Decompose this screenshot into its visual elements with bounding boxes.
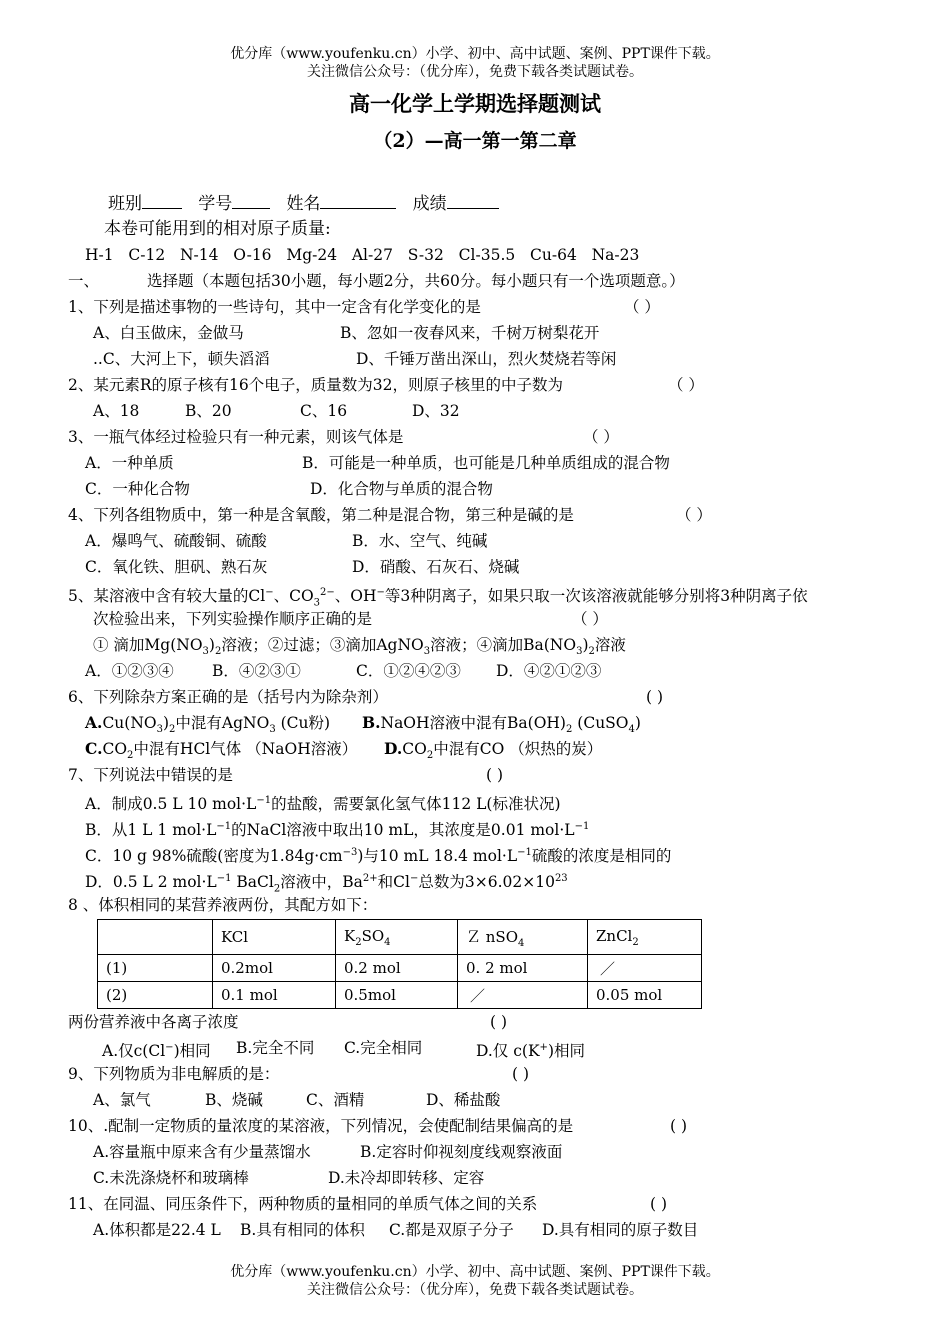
q1-option-b: B、忽如一夜春风来，千树万树梨花开 bbox=[340, 324, 600, 342]
q2-option-d: D、32 bbox=[412, 402, 460, 420]
id-label: 学号 bbox=[198, 194, 233, 214]
q11-option-c: C.都是双原子分子 bbox=[389, 1221, 514, 1239]
table-header-cell bbox=[98, 920, 213, 955]
q6-option-c: $C.CO_2$中混有HCl气体 （NaOH溶液） bbox=[85, 739, 358, 762]
q2-stem: 2、某元素R的原子核有16个电子，质量数为32，则原子核里的中子数为 bbox=[68, 376, 563, 394]
masses-intro: 本卷可能用到的相对原子质量: bbox=[104, 219, 331, 239]
q8-after-table: 两份营养液中各离子浓度 bbox=[68, 1013, 239, 1031]
q10-option-c: C.未洗涤烧杯和玻璃棒 bbox=[93, 1169, 249, 1187]
class-label: 班别 bbox=[108, 194, 142, 214]
table-cell: 0. 2 mol bbox=[458, 955, 588, 982]
table-cell: 0.5mol bbox=[336, 982, 458, 1009]
q7-stem: 7、下列说法中错误的是 bbox=[68, 766, 233, 784]
q1-option-d: D、千锤万凿出深山，烈火焚烧若等闲 bbox=[356, 350, 617, 368]
q8-answer-paren[interactable]: ( ) bbox=[490, 1013, 508, 1031]
q1-answer-paren[interactable]: （ ） bbox=[624, 298, 660, 316]
q4-option-c: C．氧化铁、胆矾、熟石灰 bbox=[85, 558, 268, 576]
table-header-cell: Ｚ nSO$_4$ bbox=[458, 920, 588, 955]
table-cell: ／ bbox=[458, 982, 588, 1009]
footer-line-1: 优分库（www.youfenku.cn）小学、初中、高中试题、案例、PPT课件下载。 bbox=[230, 1264, 720, 1280]
q5-option-b: B．④②③① bbox=[212, 662, 301, 680]
q9-option-a: A、氯气 bbox=[93, 1091, 151, 1109]
score-blank[interactable] bbox=[447, 192, 499, 209]
q9-option-b: B、烧碱 bbox=[205, 1091, 263, 1109]
name-blank[interactable] bbox=[320, 192, 396, 209]
q6-option-b: B.NaOH溶液中混有$Ba(OH)_2$ (CuSO$_4$) bbox=[362, 713, 641, 736]
q11-option-a: A.体积都是22.4 L bbox=[93, 1221, 221, 1239]
table-cell: 0.1 mol bbox=[213, 982, 336, 1009]
table-cell: 0.2 mol bbox=[336, 955, 458, 982]
table-cell: 0.05 mol bbox=[588, 982, 702, 1009]
q4-answer-paren[interactable]: （ ） bbox=[676, 506, 712, 524]
q11-option-d: D.具有相同的原子数目 bbox=[542, 1221, 699, 1239]
q5-option-c: C．①②④②③ bbox=[356, 662, 461, 680]
section-heading bbox=[68, 270, 685, 292]
header-line-2: 关注微信公众号：（优分库），免费下载各类试题试卷。 bbox=[307, 64, 643, 80]
class-blank[interactable] bbox=[142, 192, 182, 209]
q8-option-c: C.完全相同 bbox=[344, 1039, 423, 1057]
q2-option-a: A、18 bbox=[93, 402, 140, 420]
q4-option-d: D．硝酸、石灰石、烧碱 bbox=[352, 558, 520, 576]
table-header-cell: KCl bbox=[213, 920, 336, 955]
table-cell: ／ bbox=[588, 955, 702, 982]
q6-stem: 6、下列除杂方案正确的是（括号内为除杂剂） bbox=[68, 688, 388, 706]
q3-option-d: D．化合物与单质的混合物 bbox=[310, 480, 493, 498]
q9-option-d: D、稀盐酸 bbox=[426, 1091, 501, 1109]
q10-option-d: D.未冷却即转移、定容 bbox=[328, 1169, 485, 1187]
q10-option-a: A.容量瓶中原来含有少量蒸馏水 bbox=[93, 1143, 311, 1161]
q11-stem: 11、在同温、同压条件下，两种物质的量相同的单质气体之间的关系 bbox=[68, 1195, 538, 1213]
name-label: 姓名 bbox=[286, 194, 321, 214]
section-number: 一、 bbox=[68, 272, 100, 290]
q5-answer-paren[interactable]: （ ） bbox=[572, 610, 608, 628]
q3-option-c: C．一种化合物 bbox=[85, 480, 190, 498]
q6-answer-paren[interactable]: ( ) bbox=[646, 688, 664, 706]
q7-option-a: A．制成0.5 L 10 $mol\cdot L^{-1}$的盐酸，需要氯化氢气体112 L(标准状况) bbox=[85, 795, 561, 814]
q9-option-c: C、酒精 bbox=[306, 1091, 365, 1109]
q10-answer-paren[interactable]: ( ) bbox=[670, 1117, 688, 1135]
q7-answer-paren[interactable]: ( ) bbox=[486, 766, 504, 784]
q2-option-b: B、20 bbox=[185, 402, 232, 420]
score-label: 成绩 bbox=[412, 194, 447, 214]
q10-option-b: B.定容时仰视刻度线观察液面 bbox=[360, 1143, 563, 1161]
header-line-1: 优分库（www.youfenku.cn）小学、初中、高中试题、案例、PPT课件下载。 bbox=[230, 46, 720, 62]
q1-option-a: A、白玉做床，金做马 bbox=[93, 324, 244, 342]
page-title: 高一化学上学期选择题测试 bbox=[349, 91, 601, 116]
q6-option-a: $A.Cu(NO_3)_2$中混有AgNO$_3$ (Cu粉) bbox=[85, 713, 331, 736]
q9-stem: 9、下列物质为非电解质的是： bbox=[68, 1065, 280, 1083]
table-header-row bbox=[98, 920, 702, 955]
q2-option-c: C、16 bbox=[300, 402, 348, 420]
q2-answer-paren[interactable]: （ ） bbox=[668, 376, 704, 394]
q8-stem: 8 、体积相同的某营养液两份，其配方如下： bbox=[68, 896, 378, 914]
table-header-cell: ZnCl$_2$ bbox=[588, 920, 702, 955]
q10-stem: 10、.配制一定物质的量浓度的某溶液，下列情况，会使配制结果偏高的是 bbox=[68, 1117, 574, 1135]
q8-option-d: D.仅 c(K+)相同 bbox=[476, 1042, 585, 1061]
q5-stem: 5、某溶液中含有较大量的Cl−、$CO_3^{2-}$、OH−等3种阴离子，如果只取一次该溶液就能够分别将3种阴离子依 bbox=[68, 587, 808, 609]
q6-option-d: $D.CO_2$中混有CO （炽热的炭） bbox=[384, 739, 603, 762]
id-blank[interactable] bbox=[232, 192, 270, 209]
q5-option-a: A．①②③④ bbox=[85, 662, 174, 680]
nutrient-table bbox=[97, 919, 702, 1009]
q11-answer-paren[interactable]: ( ) bbox=[650, 1195, 668, 1213]
q3-stem: 3、一瓶气体经过检验只有一种元素，则该气体是 bbox=[68, 428, 404, 446]
q4-option-b: B．水、空气、纯碱 bbox=[352, 532, 488, 550]
q9-answer-paren[interactable]: ( ) bbox=[512, 1065, 530, 1083]
q5-stem-line-2: 次检验出来，下列实验操作顺序正确的是 bbox=[93, 610, 373, 628]
footer-line-2: 关注微信公众号：（优分库），免费下载各类试题试卷。 bbox=[307, 1282, 643, 1298]
section-text: 选择题（本题包括30小题，每小题2分，共60分。每小题只有一个选项题意。） bbox=[147, 272, 685, 290]
table-row bbox=[98, 955, 702, 982]
table-cell: (2) bbox=[98, 982, 213, 1009]
q1-stem: 1、下列是描述事物的一些诗句，其中一定含有化学变化的是 bbox=[68, 298, 481, 316]
q3-option-b: B．可能是一种单质，也可能是几种单质组成的混合物 bbox=[302, 454, 670, 472]
q1-option-c: ..C、大河上下，顿失滔滔 bbox=[93, 350, 270, 368]
q7-option-c: C．10 g 98%硫酸(密度为$1.84g\cdot cm^{-3}$)与10 mL 18.4 $mol\cdot L^{-1}$硫酸的浓度是相同的 bbox=[85, 847, 672, 866]
q7-option-d: D．0.5 L 2 $mol\cdot L^{-1}$ BaCl$_2$溶液中，$Ba^{2+}$和Cl−总数为$3\times 6.02\times 10^{23}$ bbox=[85, 873, 568, 895]
q8-option-a: A.仅c(Cl−)相同 bbox=[102, 1042, 211, 1061]
q4-option-a: A．爆鸣气、硫酸铜、硫酸 bbox=[85, 532, 267, 550]
q7-option-b: B．从1 L 1 $mol\cdot L^{-1}$的NaCl溶液中取出10 mL，其浓度是0.01 $mol\cdot L^{-1}$ bbox=[85, 821, 590, 840]
page-subtitle: （2）—高一第一第二章 bbox=[373, 130, 577, 152]
table-header-cell: $K_2SO_4$ bbox=[336, 920, 458, 955]
q3-answer-paren[interactable]: （ ） bbox=[583, 428, 619, 446]
q3-option-a: A．一种单质 bbox=[85, 454, 174, 472]
q4-stem: 4、下列各组物质中，第一种是含氧酸，第二种是混合物，第三种是碱的是 bbox=[68, 506, 574, 524]
q5-operations: ① 滴加$Mg(NO_3)_2$溶液；②过滤；③滴加AgNO$_3$溶液；④滴加$Ba(NO_3)_2$溶液 bbox=[93, 636, 626, 658]
table-cell: (1) bbox=[98, 955, 213, 982]
table-cell: 0.2mol bbox=[213, 955, 336, 982]
q11-option-b: B.具有相同的体积 bbox=[240, 1221, 365, 1239]
atomic-masses: H-1 C-12 N-14 O-16 Mg-24 Al-27 S-32 Cl-35.5 Cu-64 Na-23 bbox=[85, 246, 640, 264]
table-row bbox=[98, 982, 702, 1009]
q8-option-b: B.完全不同 bbox=[236, 1039, 315, 1057]
student-info bbox=[108, 192, 499, 215]
q5-option-d: D．④②①②③ bbox=[496, 662, 602, 680]
